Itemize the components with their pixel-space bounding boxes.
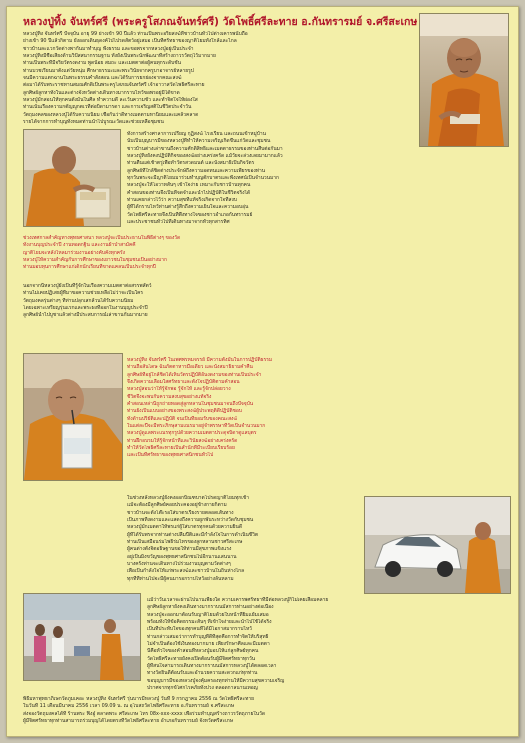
text-line: ทำให้วัดโพธิ์ศรีละทายเป็นสำนักที่มีระเบียบเรียบร้อย [127,445,235,452]
text-line: หลวงปู่ทิ้งยังคงปฏิบัติกิจของสงฆ์อย่างเคร่งครัด แม้วัยจะล่วงเลยมามากแล้ว [127,153,283,160]
text-line: ขอบุญบารมีของหลวงปู่จงคุ้มครองทุกท่านให้มีความสุขความเจริญ [147,677,285,684]
text-line: ท่านเน้นเรื่องความกตัญญูกตเวทีต่อบิดามารดา และการเจริญสติในชีวิตประจำวัน [23,104,192,111]
text-line: ลูกศิษย์ที่อยู่ใกล้ชิดได้เห็นวัตรปฏิบัติอันงดงามของท่านเป็นประจำ [127,371,262,378]
text-line: ชาวบ้านละแวกวัดต่างพากันมาทำบุญ ฟังธรรม และขอพรจากหลวงปู่อยู่เป็นประจำ [23,45,194,52]
article-page [6,6,519,737]
text-line: ญาติโยมจะหลั่งไหลมาร่วมงานอย่างคับคั่งทุกครั้ง [23,249,126,256]
text-line: แม้จะต้องมีลูกศิษย์คอยประคองอยู่ข้างกายก็ตาม [127,502,227,509]
text-line: หลวงปู่ดูแลพระเณรทุกรูปด้วยความเมตตาประดุจบิดาดูแลบุตร [127,430,257,437]
text-line: นอกจากนี้หลวงปู่ยังเป็นที่รู้จักในเรื่องความเมตตาต่อสรรพสัตว์ [23,283,152,289]
text-line: ทั้งด้านปริยัติและปฏิบัติ จนเป็นที่ยอมรับของคณะสงฆ์ [127,415,238,422]
text-line: ท่านตื่นแต่เช้าตรู่เพื่อทำวัตรสวดมนต์ และนั่งสมาธิเป็นกิจวัตร [127,160,255,167]
text-line: วัดโพธิ์ศรีละทายจึงเป็นที่พึ่งทางใจของชาวอำเภอกันทรารมย์ [127,211,253,218]
text-line: ไม่จำเป็นต้องใช้เงินทองมากมาย เพียงรักษาศีลและมีเมตตา [147,641,270,648]
monk-car-image [365,497,510,593]
monk-seated-image [24,130,120,226]
text-line: และประชาชนทั่วไปที่เดินทางมาจากทั่วทุกสารทิศ [127,219,230,226]
text-line: คำสอนของท่านจึงเป็นที่จดจำและนำไปปฏิบัติในชีวิตจริงได้ [127,189,251,196]
text-line: ลูกศิษย์ที่ใกล้ชิดต่างประจักษ์ถึงความอดทนและความเพียรของท่าน [127,167,266,174]
alms-giving-photo [23,593,141,681]
text-line: วัตถุมงคลของหลวงปู่ได้รับความนิยม เชื่อกันว่าดีทางเมตตามหานิยมและแคล้วคลาด [23,111,199,118]
text-block-festival [23,235,509,273]
text-line: ต่อมาได้รับพระราชทานสมณศักดิ์เป็นพระครูโสภณจันทร์ศรี เจ้าอาวาสวัดโพธิ์ศรีละทาย [23,82,205,89]
text-line: หลวงปู่จะออกมาต้อนรับญาติโยมด้วยใบหน้าที่ยิ้มแย้มเสมอ [147,611,269,618]
text-line: วัตถุมงคลรุ่นต่างๆ ที่ท่านปลุกเสกล้วนได้รับความนิยม [23,297,134,304]
text-line: ย่างเข้า 90 ปีแล้วก็ตาม ยังออกเดินธุดงค์ไปโปรดสัตว์อยู่เสมอ เป็นที่ศรัทธาของญาติโยมทั้งใกล้และไกล [23,38,237,45]
text-line: ลูกศิษย์ลูกหาทั้งในและต่างจังหวัดต่างเดินทางมากราบไหว้ขอพรอยู่มิได้ขาด [23,89,180,96]
text-line: ท่านกล่าวเสมอว่าการทำบุญที่ดีที่สุดคือการทำจิตให้บริสุทธิ์ [147,633,269,640]
text-line: ชีวิตจึงจะพบกับความสงบสุขอย่างแท้จริง [127,393,212,400]
text-line: ท่านบวชเรียนมาตั้งแต่วัยหนุ่ม ศึกษาธรรมะและพระวินัยจากครูบาอาจารย์หลายรูป [23,67,194,74]
text-line: หลวงปู่ทิ้ง จันทร์ศรี ในเพศพรหมจรรย์ มีความตั้งมั่นในการปฏิบัติธรรม [127,357,273,363]
text-block-almsround [127,495,359,585]
text-line: ทุกที่ที่ท่านไปจะมีผู้คนมารอกราบไหว้อย่างล้นหลาม [127,575,234,582]
text-line: ผู้ที่ได้รับพรจากท่านต่างปลื้มปีติและมีกำลังใจในการดำเนินชีวิต [127,531,259,538]
text-line: ทางวัดยินดีต้อนรับและอำนวยความสะดวกแก่ทุกท่าน [147,670,258,677]
text-line: ในแต่ละปีจะมีพระภิกษุสามเณรมาอยู่จำพรรษาที่วัดเป็นจำนวนมาก [127,423,266,430]
text-line: หลวงปู่ให้ความสำคัญกับการศึกษาของเยาวชนในชุมชนเป็นอย่างมาก [23,257,167,264]
monk-portrait-photo [419,13,509,147]
text-line: นับเป็นบุญบารมีของหลวงปู่ที่ทำให้ความเจริญเกิดขึ้นแก่วัดและชุมชน [127,138,271,145]
text-block-intro-continued [127,131,415,231]
text-line: ผู้คนต่างตั้งจิตอธิษฐานขอให้ท่านมีสุขภาพแข็งแรง [127,546,232,553]
text-line: โดยเฉพาะเหรียญรุ่นแรกและพระผงที่ออกในงานบุญประจำปี [23,305,148,312]
text-line: หลวงปู่จะให้โอวาทสั้นๆ เข้าใจง่าย เหมาะกับชาวบ้านทุกคน [127,182,251,189]
text-line: เพื่อเป็นกำลังใจให้แก่พระสงฆ์และชาวบ้านในถิ่นห่างไกล [127,568,245,575]
text-line: ผู้ที่ได้กราบไหว้ท่านต่างรู้สึกถึงความเย็นใจและความอบอุ่น [127,204,249,211]
text-line: อยู่เป็นมิ่งขวัญของพุทธศาสนิกชนไปอีกนานแสนนาน [127,553,237,560]
text-line: ทุกวันพระจะมีญาติโยมมาร่วมทำบุญตักบาตรและฟังเทศน์เป็นจำนวนมาก [127,175,279,182]
text-line: ชาวบ้านต่างเล่าขานถึงความศักดิ์สิทธิ์และเมตตาธรรมของท่านสืบต่อกันมา [127,145,283,152]
text-line: ทั้งงานบุญประจำปี งานทอดกฐิน และงานผ้าป่าสามัคคี [23,242,136,249]
text-line: หลวงปู่มักเมตตาให้พรแก่ผู้ใส่บาตรทุกคนด้วยความยินดี [127,524,243,531]
footer-line: พิธีมหาพุทธาภิเษกวัดภูมเคอะ หลวงปู่ทิ้ง จันทร์ศรี รุ่นบารมีหลวงปู่ วันที่ 9 กรกฎาคม 2556 ณ วัดโพธิ์ศรีละทาย [23,696,254,702]
text-line: ท่านเป็นพระที่มีจริยวัตรงดงาม พูดน้อย สมถะ และเมตตาต่อผู้คนทุกระดับชั้น [23,60,181,67]
monk-car-photo [364,496,511,594]
text-line: ท่านฝึกอบรมให้รู้จักหน้าที่และวินัยสงฆ์อย่างเคร่งครัด [127,437,238,444]
text-line: ลูกศิษย์นำไปบูชาแล้วต่างมีประสบการณ์เล่าขานกันมากมาย [23,312,148,319]
monk-drinking-photo [23,353,123,481]
text-line: จึงเกิดความเลื่อมใสศรัทธาและตั้งใจปฏิบัติตามคำสอน [127,379,240,386]
text-line: ท่านยังเป็นแบบอย่างของพระสงฆ์ผู้ประพฤติดีปฏิบัติชอบ [127,408,242,415]
text-block-closing [147,597,509,693]
footer-line: ส่งจองวัตถุมงคลได้ที่ ร้านพระ ฟิงอู๋ ตลาดพระ ศรีสะเกษ โทร 08x-xxx-xxxx เพื่อร่วมทำบุญสร้างถาวรวัตถุภายในวัด [23,710,266,717]
text-line: ท่านมอบทุนการศึกษาแก่เด็กนักเรียนที่ขาดแคลนเป็นประจำทุกปี [23,264,156,271]
text-line: และเป็นที่ศรัทธาของพุทธศาสนิกชนทั่วไป [127,452,214,459]
text-block-practice [127,357,509,461]
text-line: ท่านไม่เคยปฏิเสธผู้ที่มาขอความช่วยเหลือไม่ว่าจะเป็นใคร [23,290,143,297]
text-line: หลวงปู่ทิ้งมีชื่อเสียงด้านวิปัสสนากรรมฐาน ทั้งยังเป็นพระนักพัฒนาที่สร้างถาวรวัตถุไว้มากมาย [23,53,216,60]
text-line: หลวงปู่มักสอนให้ทุกคนตั้งมั่นในศีล ทำความดี ละเว้นความชั่ว และทำจิตใจให้ผ่องใส [23,97,198,104]
text-line: ท่านเคยกล่าวไว้ว่า ความสุขที่แท้จริงเกิดจากใจที่สงบ [127,197,237,204]
text-line: ลูกศิษย์ลูกหายังคงเดินทางมากราบนมัสการท่านอย่างต่อเนื่อง [147,604,274,611]
text-line: หลวงปู่ทิ้ง จันทร์ศรี ปัจจุบัน อายุ 99 ย่างเข้า 90 ปีแล้ว ท่านเป็นพระอริยสงฆ์ที่ชาวบ้านทั่วไปต่างเคารพนับถือ [23,31,248,37]
text-line: ผู้ที่สนใจสามารถเดินทางมากราบนมัสการหลวงปู่ได้ตลอดเวลา [147,663,277,670]
text-line: รายได้จากการทำบุญทั้งหมดท่านนำไปบูรณะวัดและช่วยเหลือชุมชน [23,119,164,126]
text-block-intro [23,31,411,131]
text-block-amulets [23,283,509,321]
text-line: วัดโพธิ์ศรีละทายยังคงเปิดต้อนรับผู้มีจิตศรัทธาทุกวัน [147,655,256,662]
text-line: จนมีความแตกฉานในพระธรรมคำสั่งสอน และได้รับการยกย่องจากคณะสงฆ์ [23,75,182,82]
monk-seated-photo [23,129,121,227]
text-line: พร้อมทั้งให้ข้อคิดธรรมะสั้นๆ ที่เข้าใจง่ายและนำไปใช้ได้จริง [147,619,272,626]
footer-line: ผู้มีจิตศรัทธาทุกท่านสามารถร่วมบุญได้โดยตรงที่วัดโพธิ์ศรีละทาย อำเภอกันทรารมย์ จังหวัดศรีสะเกษ [23,718,233,725]
text-line: ทั้งการสร้างศาลาการเปรียญ กุฏิสงฆ์ โรงเรียน และถนนเข้าหมู่บ้าน [127,131,266,137]
footer-line: ในวันที่ 11 เดือนมีนาคม 2556 เวลา 09.09 น. ณ อุโบสถวัดโพธิ์ศรีละทาย อ.กันทรารมย์ จ.ศรีสะเกษ [23,703,235,710]
text-line: ชาวบ้านจะตั้งโต๊ะรอใส่บาตรเรียงรายตลอดเส้นทาง [127,509,234,516]
text-line: บางครั้งท่านจะเดินทางไปร่วมงานบุญตามวัดต่างๆ [127,561,231,568]
text-line: เป็นที่ประทับใจของทุกคนที่ได้มีโอกาสมากราบไหว้ [147,626,252,633]
text-line: เป็นภาพที่งดงามและแสดงถึงความผูกพันระหว่างวัดกับชุมชน [127,517,254,524]
text-line: ช่วงเทศกาลสำคัญทางพุทธศาสนา หลวงปู่จะเป็นประธานในพิธีต่างๆ ของวัด [23,235,181,241]
text-line: ในช่วงหลังหลวงปู่ยังคงออกบิณฑบาตโปรดญาติโยมทุกเช้า [127,495,249,501]
text-line: คำสอนเหล่านี้ถูกถ่ายทอดสู่ลูกหลานในชุมชนมาจนถึงปัจจุบัน [127,401,254,408]
text-line: ท่านเป็นเสมือนร่มโพธิ์ร่มไทรของลูกหลานชาวศรีสะเกษ [127,539,243,546]
monk-drinking-image [24,354,122,480]
text-line: หลวงปู่สอนว่าให้รู้จักพอ รู้จักให้ และรู้จักปล่อยวาง [127,386,231,393]
text-line: แม้ว่าวันเวลาจะผ่านไปนานเพียงใด ความเคารพศรัทธาที่มีต่อหลวงปู่ก็ไม่เคยเสื่อมคลาย [147,597,329,603]
alms-giving-image [24,594,140,680]
text-line: ท่านถือสันโดษ ฉันภัตตาหารมื้อเดียว และนั่งสมาธิยามค่ำคืน [127,364,253,371]
footer-notice [23,696,505,725]
article-title: หลวงปู่ทิ้ง จันทร์ศรี (พระครูโสภณจันทร์ศรี) วัดโพธิ์ศรีละทาย อ.กันทรารมย์ จ.ศรีสะเกษ [23,16,418,28]
text-line: นี่คือหัวใจของคำสอนที่หลวงปู่มอบให้แก่ลูกศิษย์ทุกคน [147,648,259,655]
monk-portrait-image [420,14,508,146]
text-line: ปราศจากทุกข์โศกโรคภัยทั้งปวง ตลอดกาลนานเทอญ [147,685,258,692]
